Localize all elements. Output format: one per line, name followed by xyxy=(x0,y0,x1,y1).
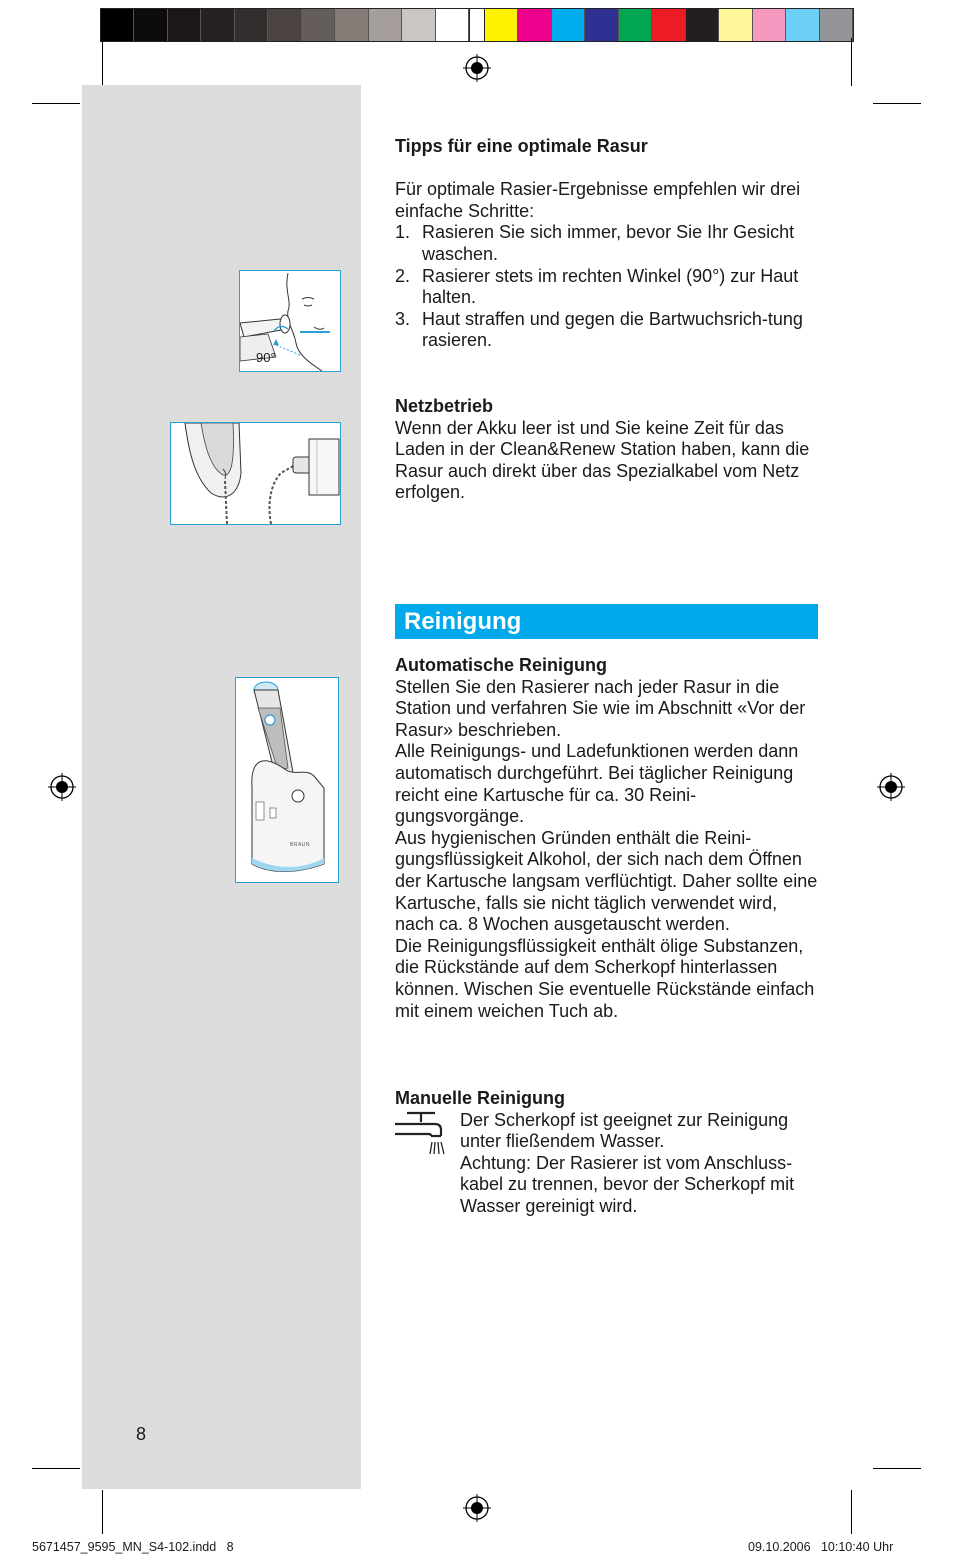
registration-mark-icon xyxy=(463,1494,491,1522)
color-swatch xyxy=(686,9,719,41)
tips-intro: Für optimale Rasier-Ergebnisse empfehlen wir drei einfache Schritte: xyxy=(395,179,801,221)
color-swatch xyxy=(619,9,652,41)
color-swatch xyxy=(719,9,752,41)
color-swatches xyxy=(485,9,853,41)
section-header-cleaning xyxy=(395,604,818,639)
color-swatch xyxy=(335,9,368,41)
color-swatch xyxy=(369,9,402,41)
mains-text: Wenn der Akku leer ist und Sie keine Zeit für das Laden in der Clean&Renew Station haben, kann die Rasur auch direkt über das Spezialkabel vom Netz erfolgen. xyxy=(395,417,810,503)
page-number: 8 xyxy=(136,1424,147,1444)
step-number: 3. xyxy=(395,308,411,329)
color-swatch xyxy=(201,9,234,41)
figure-cleaning-station xyxy=(235,677,339,883)
step-number: 2. xyxy=(395,265,411,286)
color-swatch xyxy=(820,9,853,41)
tips-step xyxy=(395,266,820,309)
color-swatch xyxy=(485,9,518,41)
step-text: Haut straffen und gegen die Bartwuchsrich-tung rasieren. xyxy=(422,308,803,351)
tips-section xyxy=(395,136,820,352)
crop-mark xyxy=(32,103,80,104)
manual-cleaning-section xyxy=(395,1088,820,1218)
auto-cleaning-paragraph: Stellen Sie den Rasierer nach jeder Rasur in die Station und verfahren Sie wie im Abschnitt «Vor der Rasur» beschrieben. xyxy=(395,676,806,740)
color-swatch xyxy=(552,9,585,41)
auto-cleaning-heading: Automatische Reinigung xyxy=(395,655,608,675)
angle-label: 90° xyxy=(256,350,276,365)
color-swatch xyxy=(402,9,435,41)
color-swatch xyxy=(518,9,551,41)
color-swatch xyxy=(753,9,786,41)
crop-mark xyxy=(873,1468,921,1469)
crop-mark xyxy=(851,38,852,86)
gray-swatches xyxy=(101,9,469,41)
registration-mark-icon xyxy=(877,773,905,801)
color-swatch xyxy=(585,9,618,41)
step-number: 1. xyxy=(395,222,411,243)
manual-cleaning-paragraph: Der Scherkopf ist geeignet zur Reinigung unter fließendem Wasser. xyxy=(460,1109,789,1152)
clean-and-renew-station-illustration-icon xyxy=(236,678,338,882)
crop-mark xyxy=(102,1490,103,1534)
registration-mark-icon xyxy=(463,54,491,82)
color-swatch xyxy=(786,9,819,41)
color-swatch xyxy=(134,9,167,41)
tips-list xyxy=(395,222,820,352)
mains-section xyxy=(395,396,820,504)
crop-mark xyxy=(102,38,103,86)
figure-mains-operation xyxy=(170,422,341,525)
crop-mark xyxy=(32,1468,80,1469)
print-slug-timestamp: 09.10.2006 10:10:40 Uhr xyxy=(748,1540,894,1554)
print-slug-filename: 5671457_9595_MN_S4-102.indd 8 xyxy=(32,1540,234,1554)
color-swatch xyxy=(652,9,685,41)
registration-mark-icon xyxy=(48,773,76,801)
figure-shaving-angle xyxy=(239,270,341,372)
brand-label: BRAUN xyxy=(290,842,311,848)
color-swatch xyxy=(235,9,268,41)
auto-cleaning-paragraph: Die Reinigungsflüssigkeit enthält ölige Substanzen, die Rückstände auf dem Scherkopf hinterlassen können. Wischen Sie eventuelle Rückstände einfach mit einem weichen Tuch ab. xyxy=(395,935,815,1021)
color-swatch xyxy=(168,9,201,41)
color-swatch xyxy=(302,9,335,41)
manual-cleaning-heading: Manuelle Reinigung xyxy=(395,1088,566,1108)
crop-mark xyxy=(851,1490,852,1534)
crop-mark xyxy=(873,103,921,104)
color-swatch xyxy=(101,9,134,41)
shaver-plugged-in-illustration-icon xyxy=(171,423,340,524)
color-swatch xyxy=(268,9,301,41)
step-text: Rasieren Sie sich immer, bevor Sie Ihr Gesicht waschen. xyxy=(422,222,795,264)
auto-cleaning-paragraph: Aus hygienischen Gründen enthält die Reini-gungsflüssigkeit Alkohol, der sich nach dem Öffnen der Kartusche langsam verflüchtigt. Daher sollte eine Kartusche, falls sie nicht täglich verwendet wird, nach ca. 8 Wochen ausgetauscht werden. xyxy=(395,827,818,935)
tips-step xyxy=(395,222,820,265)
section-title: Reinigung xyxy=(404,608,522,635)
tips-heading: Tipps für eine optimale Rasur xyxy=(395,136,648,156)
auto-cleaning-paragraph: Alle Reinigungs- und Ladefunktionen werden dann automatisch durchgeführt. Bei täglicher Reinigung reicht eine Kartusche für ca. 30 Reini-gungsvorgänge. xyxy=(395,741,799,827)
printer-color-bar xyxy=(100,8,854,42)
face-shaver-illustration-icon xyxy=(240,271,340,371)
manual-cleaning-text xyxy=(460,1110,820,1218)
running-water-tap-icon xyxy=(395,1110,451,1164)
tips-step xyxy=(395,309,820,352)
step-text: Rasierer stets im rechten Winkel (90°) zur Haut halten. xyxy=(422,265,799,308)
manual-cleaning-warning: Achtung: Der Rasierer ist vom Anschluss-kabel zu trennen, bevor der Scherkopf mit Wasser gereinigt wird. xyxy=(460,1152,795,1216)
mains-heading: Netzbetrieb xyxy=(395,396,494,416)
color-swatch xyxy=(436,9,469,41)
auto-cleaning-section xyxy=(395,655,820,1022)
